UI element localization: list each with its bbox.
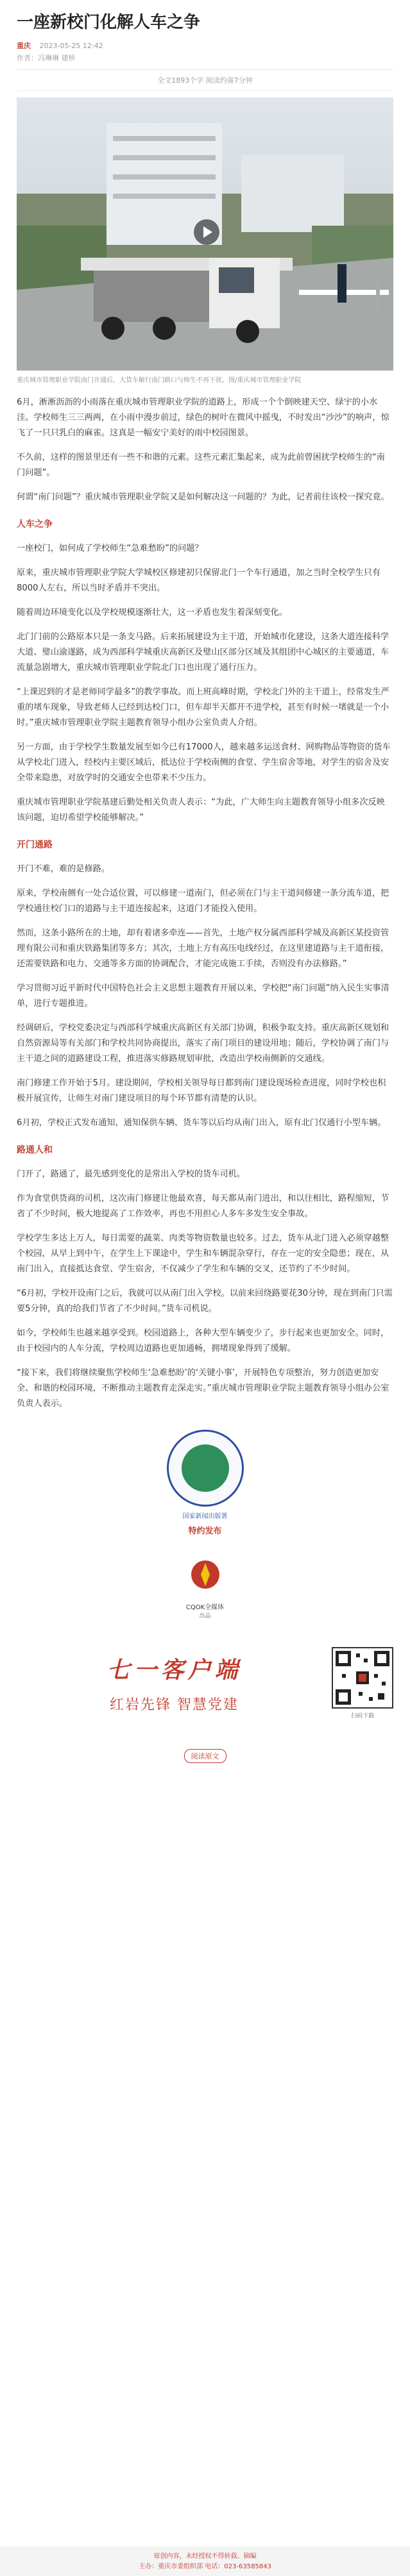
article-meta (17, 41, 393, 51)
cqok-sub: 出品 (199, 1613, 211, 1619)
read-more-button[interactable]: 阅读原文 (184, 1749, 226, 1763)
read-time: 全文1893个字 阅读约需7分钟 (17, 75, 393, 91)
paragraph: 开门不难，难的是修路。 (17, 864, 110, 874)
special-release-label: 特约发布 (188, 1526, 222, 1536)
paragraph: “接下来，我们将继续聚焦学校师生‘急难愁盼’的‘关键小事’，开展特色专项整治，努力创造更加安全、和谐的校园环境，不断推动主题教育走深走实。”重庆城市管理职业学院主题教育领导小组办公室负责人表示。 (17, 1368, 389, 1409)
publisher-block (17, 1430, 393, 1619)
divider (17, 69, 393, 70)
publish-date: 2023-05-25 12:42 (39, 42, 103, 50)
paragraph: 南门修建工作开始于5月。建设期间，学校相关领导每日都到南门建设现场检查进度，同时学校也积极开展宣传，让师生对南门建设项目的每个环节都有清楚的认识。 (17, 1078, 386, 1103)
copyright-line: 原创内容，未经授权不得转载、摘编 (153, 2553, 257, 2560)
paragraph: 6月，淅淅沥沥的小雨落在重庆城市管理职业学院的道路上，形成一个个倒映建天空、绿宇的小水洼。学校师生三三两两，在小雨中漫步前过，绿色的树叶在微风中摇曳，不时发出“沙沙”的响声，惊飞了一只只乳白的麻雀。这真是一幅安宁美好的雨中校园图景。 (17, 397, 389, 438)
publisher-seal-icon (167, 1430, 244, 1507)
paragraph: “6月初，学校开设南门之后，我就可以从南门出入学校。以前来回绕路要花30分钟，现在到南门只需要5分钟，真的给我们节省了不少时间。”货车司机说。 (17, 1289, 393, 1314)
qr-block (332, 1647, 393, 1719)
paragraph: 作为食堂供货商的司机，这次南门修建让他最欢喜，每天都从南门进出，和以往相比，路程缩短，节省了不少时间，极大地提高了工作效率，再也不用担心人多车多发生安全事故。 (17, 1194, 389, 1219)
paragraph: 门开了，路通了，最先感到变化的是常出入学校的货车司机。 (17, 1169, 246, 1179)
paragraph: 经调研后，学校党委决定与西部科学城重庆高新区有关部门协调，积极争取支持。重庆高新区规划和自然资源局等有关部门和学校共同协商提出，落实了南门项目的建设用地；随后，学校协调了南门与主干道之间的道路建设工程，推进落实修路规划审批，改造出学校南侧新的交通线。 (17, 1023, 389, 1064)
paragraph: 另一方面，由于学校学生数量发展至如今已有17000人，越来越多运送食材、网购物品等物资的货车从学校北门进入，经校内主要区域后，抵达位于学校南侧的食堂、学生宿舍等地，对学生的宿舍及安全带来隐患，对放学时的交通安全也带来不少压力。 (17, 742, 391, 783)
read-more (0, 1749, 410, 1763)
video-caption: 重庆城市管理职业学院南门开通后，大货车解行南门路口与师生不再干扰。图/重庆城市管理职业学院 (17, 377, 302, 384)
banner-slogan: 红岩先锋 智慧党建 (110, 1697, 239, 1713)
paragraph: 何谓“南门问题”？重庆城市管理职业学院又是如何解决这一问题的？为此，记者前往该校一探究竟。 (17, 492, 389, 502)
paragraph: “上课迟到的才是老师同学最多”的教学事故。而上班高峰时期，学校北门外的主干道上，经常发生严重的堵车现象，导致老师人已经到达校门口，但车却半天都开不进学校，甚至有时候一堵就是一个小时。”重庆城市管理职业学院主题教育领导小组办公室负责人介绍。 (17, 687, 389, 728)
qr-code-icon[interactable] (332, 1647, 393, 1709)
section-heading: 开门通路 (17, 840, 53, 850)
paragraph: 6月初，学校正式发布通知，通知保供车辆、货车等以后均从南门出入，原有北门仅通行小型车辆。 (17, 1118, 386, 1128)
banner-text (17, 1652, 332, 1714)
paragraph: 如今，学校师生也越来越享受到。校园道路上，各种大型车辆变少了，步行起来也更加安全。同时，由于校园内的人车分流，学校周边道路也更加通畅，拥堵现象得到了缓解。 (17, 1328, 389, 1353)
paragraph: 一座校门，如何成了学校师生“急难愁盼”的问题？ (17, 544, 203, 553)
paragraph: 不久前，这样的图景里还有一些不和谐的元素。这些元素汇集起来，成为此前曾困扰学校师生的“南门问题”。 (17, 453, 385, 478)
section-heading: 人车之争 (17, 519, 53, 530)
paragraph: 北门门前的公路原本只是一条支马路。后来拓展建设为主干道，开始城市化建设，这条大道连接科学大道、璧山渝遂路，成为西部科学城重庆高新区及璧山区部分区域及其组团中心城区的主要通道，车流量急剧增大，重庆城市管理职业学院北门口也出现了通行压力。 (17, 632, 389, 673)
paragraph: 然而，这条小路所在的土地，却有着诸多牵连——首先，土地产权分属西部科学城及高新区某投资管理有限公司和重庆铁路集团等多方；其次，土地上方有高压电线经过，在这里建道路与主干道衔接，还需要铁路和电力、交通等多方面的协调配合，才能完成施工手续，否则没有办法修路。” (17, 928, 389, 969)
qr-note: 扫码下载 (350, 1712, 374, 1719)
contact-line: 主办：重庆市委组织部 电话：023-63585843 (139, 2563, 271, 2570)
app-banner[interactable] (17, 1635, 393, 1731)
play-icon[interactable] (194, 219, 219, 245)
paragraph: 原来，重庆城市管理职业学院大学城校区修建初只保留北门一个车行通道，加之当时全校学生只有8000人左右，所以当时矛盾并不突出。 (17, 568, 381, 593)
video-player[interactable] (17, 97, 393, 371)
source-label[interactable]: 重庆 (17, 42, 31, 50)
section-heading: 路通人和 (17, 1145, 53, 1155)
cqok-name: CQOK全媒体 (185, 1604, 225, 1611)
paragraph: 原来，学校南侧有一处合适位置，可以修建一道南门，但必须在门与主干道间修建一条分流车道，把学校通往校门口的道路与主干道连接起来，这道门才能投入使用。 (17, 889, 389, 914)
paragraph: 学校学生多达上万人，每日需要的蔬菜、肉类等物资数量也较多。过去，货车从北门进入必须穿越整个校园，从早上到中午，在学生上下课途中，学生和车辆混杂穿行，存在一定的安全隐患；现在，从南门出入，直接抵达食堂、学生宿舍，不仅减少了学生和车辆的交叉，还节约了不少时间。 (17, 1234, 389, 1274)
banner-title: 七一客户端 (107, 1657, 242, 1684)
bottom-bar (0, 2547, 410, 2576)
author-line: 作者：冯琳琳 建桥 (17, 54, 76, 62)
paragraph: 学习贯彻习近平新时代中国特色社会主义思想主题教育开展以来，学校把“南门问题”纳入民生实事清单，进行专题推进。 (17, 983, 389, 1008)
seal-emblem (182, 1444, 229, 1492)
article-body (17, 395, 393, 1412)
paragraph: 重庆城市管理职业学院基建后勤处相关负责人表示：“为此，广大师生向主题教育领导小组多次反映该问题，迫切希望学校能够解决。” (17, 798, 385, 823)
article-title: 一座新校门化解人车之争 (17, 13, 201, 32)
cqok-logo-icon (183, 1555, 228, 1600)
seal-label: 国家新闻出版署 (182, 1513, 228, 1520)
paragraph: 随着周边环境变化以及学校规模逐渐壮大，这一矛盾也发生着深刻变化。 (17, 608, 287, 617)
